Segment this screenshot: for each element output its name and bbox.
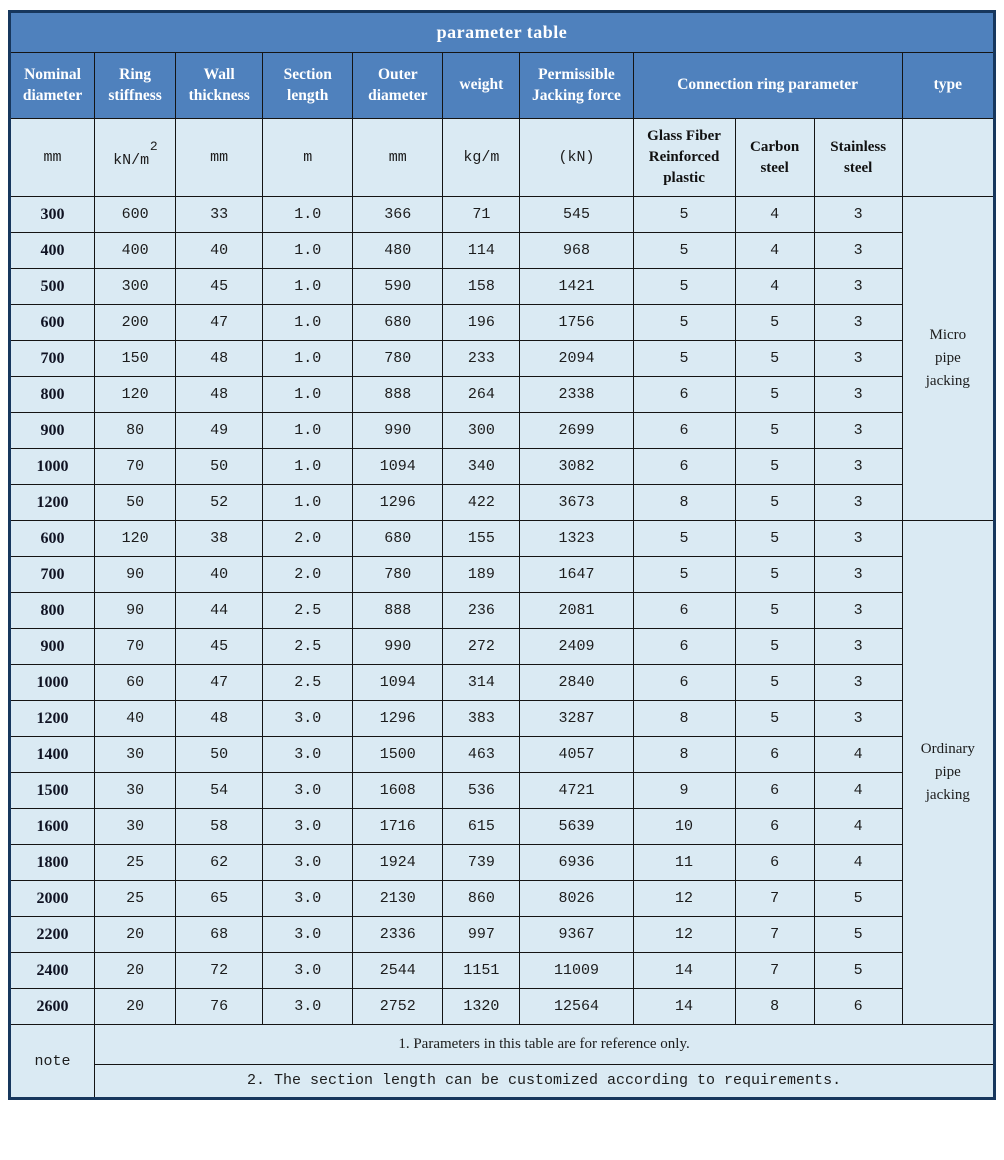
nominal-diameter-cell: 700	[10, 557, 95, 593]
section-length-cell: 2.5	[263, 665, 353, 701]
header-section-length: Section length	[263, 53, 353, 119]
weight-cell: 615	[443, 809, 520, 845]
section-length-cell: 2.5	[263, 629, 353, 665]
stainless-steel-cell: 4	[814, 809, 902, 845]
stainless-steel-cell: 3	[814, 593, 902, 629]
note-line-1: 1. Parameters in this table are for reference only.	[95, 1025, 995, 1065]
wall-thickness-cell: 68	[176, 917, 263, 953]
table-row	[10, 521, 995, 557]
outer-diameter-cell: 1296	[353, 485, 443, 521]
wall-thickness-cell: 65	[176, 881, 263, 917]
weight-cell: 739	[443, 845, 520, 881]
jacking-force-cell: 2840	[520, 665, 633, 701]
weight-cell: 264	[443, 377, 520, 413]
glass-fiber-cell: 8	[633, 485, 735, 521]
nominal-diameter-cell: 1000	[10, 449, 95, 485]
table-row	[10, 197, 995, 233]
outer-diameter-cell: 1716	[353, 809, 443, 845]
type-cell: Micro pipe jacking	[902, 197, 994, 521]
glass-fiber-cell: 5	[633, 197, 735, 233]
wall-thickness-cell: 62	[176, 845, 263, 881]
stainless-steel-cell: 3	[814, 341, 902, 377]
section-length-cell: 2.0	[263, 557, 353, 593]
stainless-steel-cell: 3	[814, 449, 902, 485]
stainless-steel-cell: 3	[814, 413, 902, 449]
weight-cell: 233	[443, 341, 520, 377]
carbon-steel-cell: 4	[735, 197, 814, 233]
section-length-cell: 1.0	[263, 197, 353, 233]
wall-thickness-cell: 47	[176, 305, 263, 341]
section-length-cell: 3.0	[263, 989, 353, 1025]
header-connection-ring-parameter: Connection ring parameter	[633, 53, 902, 119]
ring-stiffness-cell: 30	[95, 809, 176, 845]
glass-fiber-cell: 8	[633, 737, 735, 773]
jacking-force-cell: 2409	[520, 629, 633, 665]
nominal-diameter-cell: 500	[10, 269, 95, 305]
unit-nominal-diameter: mm	[10, 119, 95, 197]
section-length-cell: 2.5	[263, 593, 353, 629]
glass-fiber-cell: 5	[633, 521, 735, 557]
header-ring-stiffness: Ring stiffness	[95, 53, 176, 119]
weight-cell: 114	[443, 233, 520, 269]
carbon-steel-cell: 6	[735, 809, 814, 845]
nominal-diameter-cell: 800	[10, 593, 95, 629]
table-row	[10, 809, 995, 845]
outer-diameter-cell: 1500	[353, 737, 443, 773]
carbon-steel-cell: 5	[735, 521, 814, 557]
section-length-cell: 3.0	[263, 881, 353, 917]
table-row	[10, 233, 995, 269]
jacking-force-cell: 2699	[520, 413, 633, 449]
glass-fiber-cell: 6	[633, 629, 735, 665]
ring-stiffness-cell: 90	[95, 557, 176, 593]
nominal-diameter-cell: 2400	[10, 953, 95, 989]
table-row	[10, 377, 995, 413]
stainless-steel-cell: 3	[814, 305, 902, 341]
weight-cell: 1151	[443, 953, 520, 989]
glass-fiber-cell: 5	[633, 269, 735, 305]
wall-thickness-cell: 47	[176, 665, 263, 701]
ring-stiffness-cell: 150	[95, 341, 176, 377]
ring-stiffness-cell: 80	[95, 413, 176, 449]
wall-thickness-cell: 38	[176, 521, 263, 557]
jacking-force-cell: 2081	[520, 593, 633, 629]
glass-fiber-cell: 10	[633, 809, 735, 845]
ring-stiffness-cell: 20	[95, 953, 176, 989]
outer-diameter-cell: 1296	[353, 701, 443, 737]
weight-cell: 314	[443, 665, 520, 701]
parameter-table	[8, 10, 996, 1100]
unit-jacking-force: (kN)	[520, 119, 633, 197]
wall-thickness-cell: 45	[176, 629, 263, 665]
glass-fiber-cell: 5	[633, 233, 735, 269]
nominal-diameter-cell: 900	[10, 629, 95, 665]
ring-stiffness-cell: 70	[95, 629, 176, 665]
stainless-steel-cell: 3	[814, 233, 902, 269]
table-row	[10, 953, 995, 989]
carbon-steel-cell: 5	[735, 557, 814, 593]
weight-cell: 272	[443, 629, 520, 665]
stainless-steel-cell: 3	[814, 485, 902, 521]
header-outer-diameter: Outer diameter	[353, 53, 443, 119]
section-length-cell: 3.0	[263, 737, 353, 773]
section-length-cell: 1.0	[263, 377, 353, 413]
page-title: parameter table	[10, 12, 995, 53]
table-row	[10, 917, 995, 953]
wall-thickness-cell: 44	[176, 593, 263, 629]
unit-weight: kg/m	[443, 119, 520, 197]
table-row	[10, 593, 995, 629]
section-length-cell: 3.0	[263, 917, 353, 953]
nominal-diameter-cell: 400	[10, 233, 95, 269]
wall-thickness-cell: 33	[176, 197, 263, 233]
section-length-cell: 1.0	[263, 269, 353, 305]
glass-fiber-cell: 6	[633, 449, 735, 485]
note-row-2	[10, 1064, 995, 1098]
ring-stiffness-cell: 300	[95, 269, 176, 305]
outer-diameter-cell: 780	[353, 557, 443, 593]
jacking-force-cell: 6936	[520, 845, 633, 881]
weight-cell: 860	[443, 881, 520, 917]
glass-fiber-cell: 5	[633, 341, 735, 377]
ring-stiffness-cell: 40	[95, 701, 176, 737]
carbon-steel-cell: 5	[735, 665, 814, 701]
table-row	[10, 737, 995, 773]
jacking-force-cell: 3287	[520, 701, 633, 737]
section-length-cell: 3.0	[263, 773, 353, 809]
ring-stiffness-cell: 60	[95, 665, 176, 701]
wall-thickness-cell: 49	[176, 413, 263, 449]
nominal-diameter-cell: 1400	[10, 737, 95, 773]
weight-cell: 463	[443, 737, 520, 773]
nominal-diameter-cell: 700	[10, 341, 95, 377]
wall-thickness-cell: 58	[176, 809, 263, 845]
stainless-steel-cell: 6	[814, 989, 902, 1025]
carbon-steel-cell: 6	[735, 773, 814, 809]
wall-thickness-cell: 52	[176, 485, 263, 521]
carbon-steel-cell: 7	[735, 881, 814, 917]
glass-fiber-cell: 8	[633, 701, 735, 737]
ring-stiffness-cell: 120	[95, 521, 176, 557]
wall-thickness-cell: 48	[176, 701, 263, 737]
jacking-force-cell: 3673	[520, 485, 633, 521]
stainless-steel-cell: 5	[814, 881, 902, 917]
nominal-diameter-cell: 1200	[10, 485, 95, 521]
ring-stiffness-cell: 25	[95, 845, 176, 881]
stainless-steel-cell: 3	[814, 269, 902, 305]
wall-thickness-cell: 48	[176, 341, 263, 377]
outer-diameter-cell: 680	[353, 305, 443, 341]
unit-wall-thickness: mm	[176, 119, 263, 197]
weight-cell: 422	[443, 485, 520, 521]
nominal-diameter-cell: 1200	[10, 701, 95, 737]
section-length-cell: 3.0	[263, 809, 353, 845]
stainless-steel-cell: 4	[814, 845, 902, 881]
section-length-cell: 1.0	[263, 233, 353, 269]
jacking-force-cell: 968	[520, 233, 633, 269]
header-type: type	[902, 53, 994, 119]
nominal-diameter-cell: 800	[10, 377, 95, 413]
superscript: 2	[149, 139, 158, 155]
carbon-steel-cell: 4	[735, 269, 814, 305]
wall-thickness-cell: 50	[176, 737, 263, 773]
stainless-steel-cell: 3	[814, 629, 902, 665]
table-row	[10, 881, 995, 917]
carbon-steel-cell: 5	[735, 629, 814, 665]
carbon-steel-cell: 7	[735, 917, 814, 953]
glass-fiber-cell: 9	[633, 773, 735, 809]
jacking-force-cell: 1323	[520, 521, 633, 557]
outer-diameter-cell: 990	[353, 629, 443, 665]
section-length-cell: 1.0	[263, 485, 353, 521]
nominal-diameter-cell: 2000	[10, 881, 95, 917]
carbon-steel-cell: 6	[735, 737, 814, 773]
carbon-steel-cell: 5	[735, 413, 814, 449]
weight-cell: 300	[443, 413, 520, 449]
outer-diameter-cell: 480	[353, 233, 443, 269]
jacking-force-cell: 3082	[520, 449, 633, 485]
glass-fiber-cell: 12	[633, 881, 735, 917]
header-wall-thickness: Wall thickness	[176, 53, 263, 119]
outer-diameter-cell: 1608	[353, 773, 443, 809]
table-row	[10, 665, 995, 701]
table-row	[10, 845, 995, 881]
glass-fiber-cell: 6	[633, 665, 735, 701]
outer-diameter-cell: 1924	[353, 845, 443, 881]
nominal-diameter-cell: 600	[10, 521, 95, 557]
header-weight: weight	[443, 53, 520, 119]
jacking-force-cell: 5639	[520, 809, 633, 845]
unit-outer-diameter: mm	[353, 119, 443, 197]
outer-diameter-cell: 2544	[353, 953, 443, 989]
table-row	[10, 269, 995, 305]
ring-stiffness-cell: 400	[95, 233, 176, 269]
stainless-steel-cell: 4	[814, 737, 902, 773]
glass-fiber-cell: 5	[633, 557, 735, 593]
weight-cell: 196	[443, 305, 520, 341]
ring-stiffness-cell: 30	[95, 737, 176, 773]
weight-cell: 158	[443, 269, 520, 305]
outer-diameter-cell: 590	[353, 269, 443, 305]
weight-cell: 536	[443, 773, 520, 809]
section-length-cell: 3.0	[263, 953, 353, 989]
section-length-cell: 1.0	[263, 413, 353, 449]
jacking-force-cell: 11009	[520, 953, 633, 989]
weight-cell: 1320	[443, 989, 520, 1025]
material-glass-fiber: Glass Fiber Reinforced plastic	[633, 119, 735, 197]
table-row	[10, 629, 995, 665]
jacking-force-cell: 1647	[520, 557, 633, 593]
wall-thickness-cell: 40	[176, 233, 263, 269]
section-length-cell: 3.0	[263, 701, 353, 737]
nominal-diameter-cell: 2600	[10, 989, 95, 1025]
glass-fiber-cell: 14	[633, 953, 735, 989]
nominal-diameter-cell: 1000	[10, 665, 95, 701]
carbon-steel-cell: 7	[735, 953, 814, 989]
outer-diameter-cell: 888	[353, 377, 443, 413]
table-row	[10, 305, 995, 341]
type-cell: Ordinary pipe jacking	[902, 521, 994, 1025]
wall-thickness-cell: 40	[176, 557, 263, 593]
weight-cell: 997	[443, 917, 520, 953]
stainless-steel-cell: 3	[814, 521, 902, 557]
stainless-steel-cell: 3	[814, 557, 902, 593]
wall-thickness-cell: 54	[176, 773, 263, 809]
ring-stiffness-cell: 600	[95, 197, 176, 233]
glass-fiber-cell: 11	[633, 845, 735, 881]
carbon-steel-cell: 5	[735, 701, 814, 737]
ring-stiffness-cell: 120	[95, 377, 176, 413]
header-row	[10, 53, 995, 119]
table-row	[10, 989, 995, 1025]
carbon-steel-cell: 5	[735, 449, 814, 485]
ring-stiffness-cell: 200	[95, 305, 176, 341]
section-length-cell: 1.0	[263, 341, 353, 377]
header-nominal-diameter: Nominal diameter	[10, 53, 95, 119]
glass-fiber-cell: 6	[633, 377, 735, 413]
stainless-steel-cell: 3	[814, 701, 902, 737]
unit-section-length: m	[263, 119, 353, 197]
units-row	[10, 119, 995, 197]
glass-fiber-cell: 6	[633, 593, 735, 629]
glass-fiber-cell: 5	[633, 305, 735, 341]
note-row-1	[10, 1025, 995, 1065]
wall-thickness-cell: 76	[176, 989, 263, 1025]
stainless-steel-cell: 5	[814, 953, 902, 989]
carbon-steel-cell: 4	[735, 233, 814, 269]
ring-stiffness-cell: 25	[95, 881, 176, 917]
stainless-steel-cell: 3	[814, 197, 902, 233]
title-row	[10, 12, 995, 53]
weight-cell: 236	[443, 593, 520, 629]
wall-thickness-cell: 45	[176, 269, 263, 305]
stainless-steel-cell: 5	[814, 917, 902, 953]
nominal-diameter-cell: 900	[10, 413, 95, 449]
section-length-cell: 3.0	[263, 845, 353, 881]
glass-fiber-cell: 12	[633, 917, 735, 953]
outer-diameter-cell: 2130	[353, 881, 443, 917]
ring-stiffness-cell: 50	[95, 485, 176, 521]
nominal-diameter-cell: 2200	[10, 917, 95, 953]
outer-diameter-cell: 2336	[353, 917, 443, 953]
carbon-steel-cell: 5	[735, 593, 814, 629]
table-body	[10, 197, 995, 1025]
jacking-force-cell: 8026	[520, 881, 633, 917]
ring-stiffness-cell: 30	[95, 773, 176, 809]
weight-cell: 71	[443, 197, 520, 233]
jacking-force-cell: 9367	[520, 917, 633, 953]
carbon-steel-cell: 5	[735, 305, 814, 341]
glass-fiber-cell: 14	[633, 989, 735, 1025]
wall-thickness-cell: 50	[176, 449, 263, 485]
weight-cell: 155	[443, 521, 520, 557]
nominal-diameter-cell: 300	[10, 197, 95, 233]
ring-stiffness-cell: 20	[95, 989, 176, 1025]
nominal-diameter-cell: 1600	[10, 809, 95, 845]
weight-cell: 340	[443, 449, 520, 485]
outer-diameter-cell: 680	[353, 521, 443, 557]
stainless-steel-cell: 3	[814, 377, 902, 413]
jacking-force-cell: 12564	[520, 989, 633, 1025]
ring-stiffness-cell: 20	[95, 917, 176, 953]
nominal-diameter-cell: 1500	[10, 773, 95, 809]
jacking-force-cell: 545	[520, 197, 633, 233]
outer-diameter-cell: 366	[353, 197, 443, 233]
wall-thickness-cell: 72	[176, 953, 263, 989]
unit-ring-stiffness: $kN/m^2$	[95, 119, 176, 197]
note-label: note	[10, 1025, 95, 1099]
stainless-steel-cell: 4	[814, 773, 902, 809]
table-row	[10, 341, 995, 377]
jacking-force-cell: 4721	[520, 773, 633, 809]
outer-diameter-cell: 2752	[353, 989, 443, 1025]
outer-diameter-cell: 888	[353, 593, 443, 629]
wall-thickness-cell: 48	[176, 377, 263, 413]
carbon-steel-cell: 5	[735, 377, 814, 413]
material-stainless-steel: Stainless steel	[814, 119, 902, 197]
table-row	[10, 449, 995, 485]
nominal-diameter-cell: 600	[10, 305, 95, 341]
ring-stiffness-cell: 70	[95, 449, 176, 485]
carbon-steel-cell: 5	[735, 485, 814, 521]
nominal-diameter-cell: 1800	[10, 845, 95, 881]
table-row	[10, 485, 995, 521]
stainless-steel-cell: 3	[814, 665, 902, 701]
table-row	[10, 773, 995, 809]
glass-fiber-cell: 6	[633, 413, 735, 449]
material-carbon-steel: Carbon steel	[735, 119, 814, 197]
unit-type-empty	[902, 119, 994, 197]
outer-diameter-cell: 1094	[353, 449, 443, 485]
table-row	[10, 557, 995, 593]
outer-diameter-cell: 780	[353, 341, 443, 377]
table-row	[10, 701, 995, 737]
outer-diameter-cell: 990	[353, 413, 443, 449]
jacking-force-cell: 1756	[520, 305, 633, 341]
ring-stiffness-cell: 90	[95, 593, 176, 629]
header-jacking-force: Permissible Jacking force	[520, 53, 633, 119]
carbon-steel-cell: 6	[735, 845, 814, 881]
jacking-force-cell: 2094	[520, 341, 633, 377]
jacking-force-cell: 4057	[520, 737, 633, 773]
jacking-force-cell: 1421	[520, 269, 633, 305]
jacking-force-cell: 2338	[520, 377, 633, 413]
carbon-steel-cell: 8	[735, 989, 814, 1025]
table-row	[10, 413, 995, 449]
section-length-cell: 1.0	[263, 305, 353, 341]
carbon-steel-cell: 5	[735, 341, 814, 377]
section-length-cell: 1.0	[263, 449, 353, 485]
section-length-cell: 2.0	[263, 521, 353, 557]
outer-diameter-cell: 1094	[353, 665, 443, 701]
weight-cell: 189	[443, 557, 520, 593]
weight-cell: 383	[443, 701, 520, 737]
note-line-2: 2. The section length can be customized according to requirements.	[95, 1064, 995, 1098]
